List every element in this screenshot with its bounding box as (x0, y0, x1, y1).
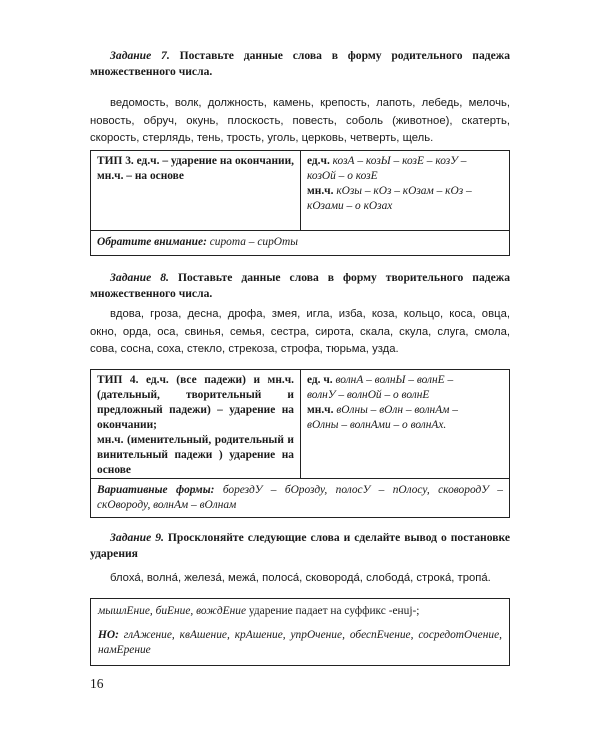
exceptions-label: НО: (98, 629, 119, 641)
type-3-plural-label: мн.ч. (307, 185, 334, 197)
type-3-note-text: сирота – сирОты (209, 236, 298, 248)
type-4-singular-forms: волнА – волнЫ – волнЕ – (335, 374, 454, 386)
task-9-word-list: блоха́, волна́, железа́, межа́, полоса́, сковорода́, слобода́, строка́, тропа́. (110, 572, 491, 584)
type-3-plural-forms-cont: кОзами – о кОзах (307, 200, 393, 212)
type-4-rule-part-1: ТИП 4. ед.ч. (все падежи) и мн.ч. (дательный, творительный и предложный падежи) – ударение на окончании; (97, 374, 294, 431)
type-4-singular-label: ед. ч. (307, 374, 333, 386)
type-4-plural-forms-cont: вОлны – волнАми – о волнАх. (307, 419, 447, 431)
type-4-rule-box (90, 369, 510, 518)
type-3-singular-forms: козА – козЫ – козЕ – козУ – (332, 155, 467, 167)
type-4-examples (301, 370, 509, 478)
type-3-note-label: Обратите внимание: (97, 236, 207, 248)
task-7-label: Задание 7. (110, 49, 170, 62)
type-4-rule-part-2: мн.ч. (именительный, родительный и винительный падежи ) ударение на основе (97, 434, 294, 476)
task-8-instruction: Поставьте данные слова в форму творительного падежа множественного числа. (90, 271, 510, 300)
suffix-rule-box (90, 598, 510, 666)
type-4-variants-text: борездУ – бОрозду, полосУ – пОлосу, сковородУ – скОвороду, волнАм – вОлнам (97, 484, 503, 511)
task-8-heading (90, 270, 510, 302)
type-3-plural-forms: кОзы – кОз – кОзам – кОз – (336, 185, 472, 197)
type-4-variants-label: Вариативные формы: (97, 484, 215, 496)
suffix-rule-text: ударение падает на суффикс -енuj-; (248, 605, 420, 617)
task-8-label: Задание 8. (110, 271, 169, 284)
type-4-plural-label: мн.ч. (307, 404, 334, 416)
type-4-plural-forms: вОлны – вОлн – волнАм – (336, 404, 458, 416)
type-3-singular-label: ед.ч. (307, 155, 330, 167)
suffix-exceptions (98, 628, 502, 658)
type-4-singular-forms-cont: волнУ – волнОй – о волнЕ (307, 389, 430, 401)
task-7-instruction: Поставьте данные слова в форму родительного падежа множественного числа. (90, 49, 511, 78)
type-3-examples (301, 151, 509, 230)
task-9-instruction: Просклоняйте следующие слова и сделайте вывод о постановке ударения (90, 531, 510, 560)
type-4-rule (91, 370, 301, 478)
task-8-word-list: вдова, гроза, десна, дрофа, змея, игла, изба, коза, кольцо, коса, овца, окно, орда, оса, свинья, семья, сестра, сирота, скала, скула, слуга, смола, сова, сосна, соха, стекло, стрекоза, строфа, тюрьма, узда. (90, 308, 510, 355)
type-3-rule: ТИП 3. ед.ч. – ударение на окончании, мн.ч. – на основе (91, 151, 301, 230)
suffix-rule (98, 604, 502, 619)
type-4-variants (91, 479, 509, 517)
page-number: 16 (90, 676, 104, 691)
exceptions-list: глАжение, квАшение, крАшение, упрОчение, обеспЕчение, сосредотОчение, намЕрение (98, 629, 502, 656)
task-9-label: Задание 9. (110, 531, 164, 544)
type-3-note (91, 231, 509, 255)
task-9-heading (90, 530, 510, 562)
type-3-rule-box (90, 150, 510, 256)
suffix-examples: мышлЕние, биЕние, вождЕние (98, 605, 247, 617)
task-7-word-list: ведомость, волк, должность, камень, крепость, лапоть, лебедь, мелочь, новость, обруч, окунь, плоскость, повесть, соболь (животное), скатерть, скорость, стерлядь, тень, трость, уголь, церковь, четверть, щель. (90, 97, 510, 144)
type-3-singular-forms-cont: козОй – о козЕ (307, 170, 378, 182)
task-7-heading (90, 48, 510, 80)
